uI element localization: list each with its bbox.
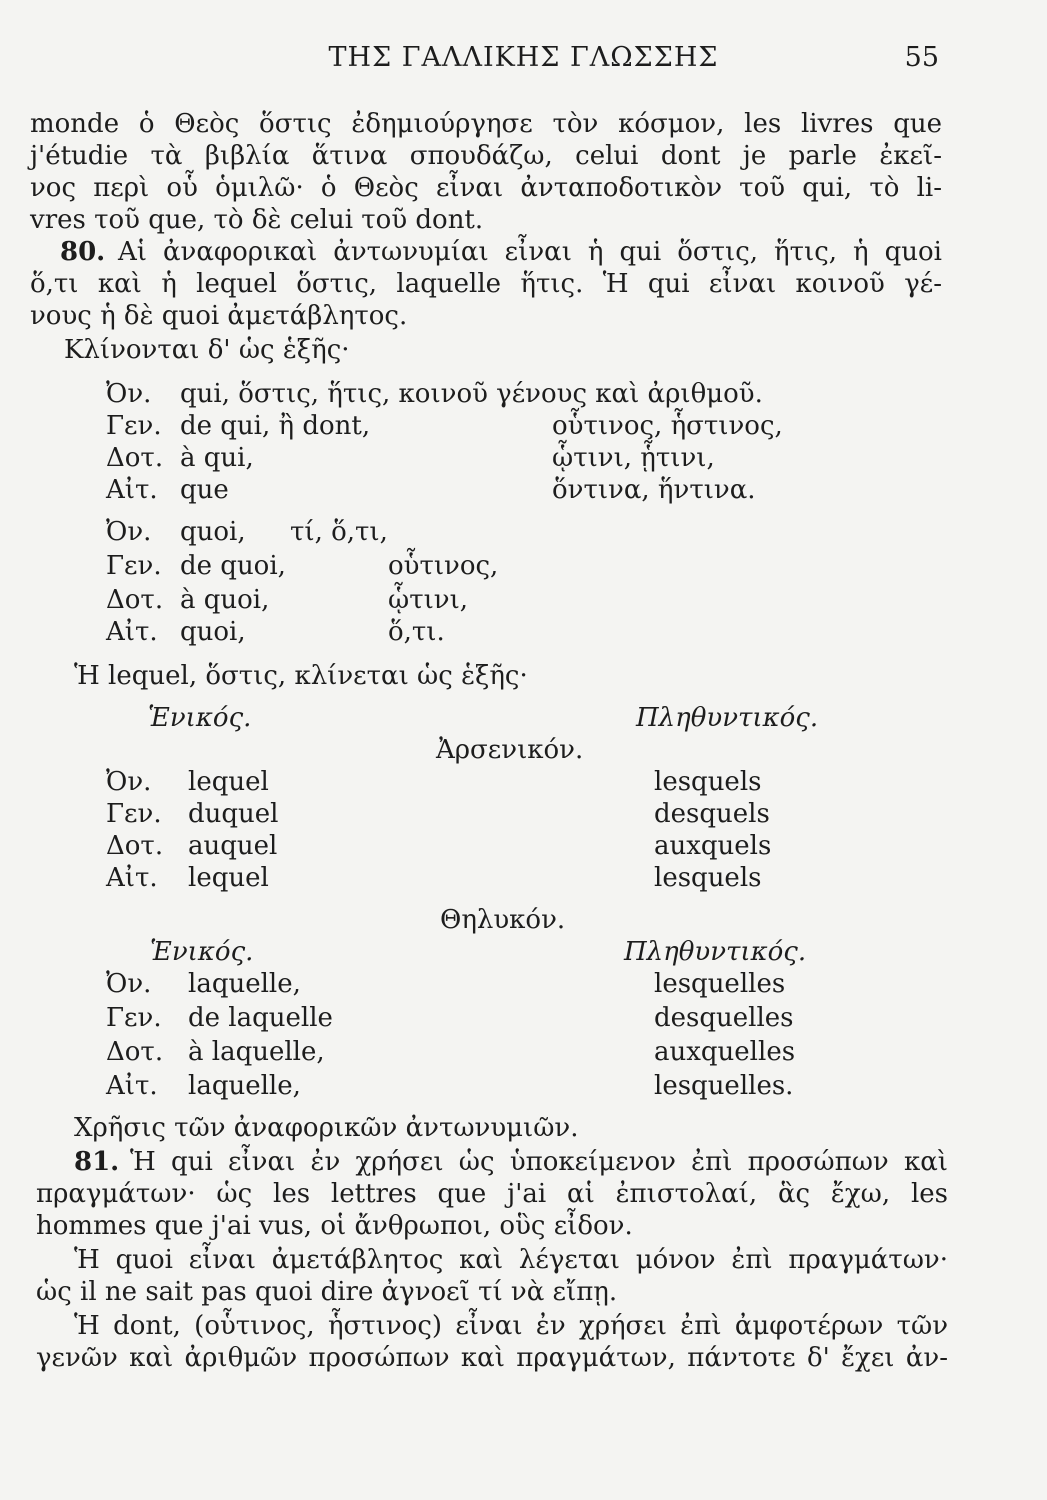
text-line: ὅ,τι καὶ ἡ lequel ὅστις, laquelle ἥτις. Ἡ qui εἶναι κοινοῦ γέ- [30, 269, 942, 299]
text-line: νος περὶ οὗ ὁμιλῶ· ὁ Θεὸς εἶναι ἀνταποδοτικὸν τοῦ qui, τὸ li- [30, 173, 942, 203]
declension-entry: auxquelles [654, 1037, 796, 1067]
case-label: Ὀν. [106, 379, 152, 409]
declension-entry: duquel [188, 799, 279, 829]
declension-entry: à quoi, [180, 585, 270, 615]
text-line: hommes que j'ai vus, οἱ ἄνθρωποι, οὓς εἶδον. [36, 1211, 633, 1241]
case-label: Δοτ. [106, 443, 164, 473]
text-line: Αἱ ἀναφορικαὶ ἀντωνυμίαι εἶναι ἡ qui ὅστις, ἥτις, ἡ quoi [118, 237, 942, 267]
case-label: Δοτ. [106, 585, 164, 615]
declension-entry: lequel [188, 863, 269, 893]
declension-entry: auquel [188, 831, 278, 861]
declension-entry: ᾧτινι, ᾗτινι, [552, 443, 715, 473]
case-label: Γεν. [106, 551, 162, 581]
section-number-80: 80. [60, 237, 106, 267]
text-line: γενῶν καὶ ἀριθμῶν προσώπων καὶ πραγμάτων, πάντοτε δ' ἔχει ἀν- [36, 1343, 948, 1373]
declension-entry: lesquels [654, 863, 762, 893]
case-label: Ὀν. [106, 969, 152, 999]
text-line: monde ὁ Θεὸς ὅστις ἐδημιούργησε τὸν κόσμον, les livres que [30, 109, 942, 139]
declension-entry: ᾧτινι, [388, 585, 469, 615]
declension-entry: οὗτινος, ἧστινος, [552, 411, 783, 441]
gender-label: Θηλυκόν. [440, 905, 566, 935]
case-label: Ὀν. [106, 767, 152, 797]
declension-entry: quoi, [180, 517, 246, 547]
text-line: νους ἡ δὲ quoi ἀμετάβλητος. [30, 301, 408, 331]
case-label: Δοτ. [106, 1037, 164, 1067]
case-label: Δοτ. [106, 831, 164, 861]
declension-entry: τί, ὅ,τι, [290, 517, 388, 547]
case-label: Αἰτ. [106, 863, 158, 893]
declension-entry: lequel [188, 767, 269, 797]
declension-entry: desquelles [654, 1003, 794, 1033]
declension-entry: de quoi, [180, 551, 286, 581]
running-header: ΤΗΣ ΓΑΛΛΙΚΗΣ ΓΛΩΣΣΗΣ [328, 42, 719, 73]
declension-entry: de qui, ἢ dont, [180, 411, 371, 441]
declension-entry: ὅ,τι. [388, 617, 445, 647]
decline-intro: Κλίνονται δ' ὡς ἑξῆς· [64, 335, 350, 365]
declension-entry: ὅντινα, ἥντινα. [552, 475, 756, 505]
declension-entry: laquelle, [188, 969, 301, 999]
text-line: Ἡ quoi εἶναι ἀμετάβλητος καὶ λέγεται μόνον ἐπὶ πραγμάτων· [74, 1245, 948, 1275]
case-label: Αἰτ. [106, 617, 158, 647]
text-line: Ἡ dont, (οὗτινος, ἧστινος) εἶναι ἐν χρήσει ἐπὶ ἀμφοτέρων τῶν [74, 1311, 948, 1341]
declension-entry: οὗτινος, [388, 551, 499, 581]
declension-entry: auxquels [654, 831, 772, 861]
text-line: j'étudie τὰ βιβλία ἅτινα σπουδάζω, celui dont je parle ἐκεῖ- [30, 141, 942, 171]
declension-entry: desquels [654, 799, 770, 829]
singular-label: Ἑνικός. [148, 703, 252, 733]
plural-label: Πληθυντικός. [624, 937, 807, 967]
declension-entry: à qui, [180, 443, 254, 473]
declension-entry: qui, ὅστις, ἥτις, κοινοῦ γένους καὶ ἀριθμοῦ. [180, 379, 763, 409]
section-number-81: 81. [74, 1147, 120, 1177]
gender-label: Ἀρσενικόν. [436, 735, 584, 765]
declension-entry: à laquelle, [188, 1037, 325, 1067]
section-heading: Χρῆσις τῶν ἀναφορικῶν ἀντωνυμιῶν. [74, 1113, 579, 1143]
declension-entry: lesquels [654, 767, 762, 797]
case-label: Ὀν. [106, 517, 152, 547]
case-label: Γεν. [106, 799, 162, 829]
declension-entry: que [180, 475, 229, 505]
case-label: Αἰτ. [106, 1071, 158, 1101]
case-label: Γεν. [106, 1003, 162, 1033]
declension-entry: lesquelles [654, 969, 786, 999]
singular-label: Ἑνικός. [150, 937, 254, 967]
declension-entry: lesquelles. [654, 1071, 794, 1101]
lequel-intro: Ἡ lequel, ὅστις, κλίνεται ὡς ἑξῆς· [74, 661, 528, 691]
text-line: ὡς il ne sait pas quoi dire ἀγνοεῖ τί νὰ εἴπῃ. [36, 1277, 618, 1307]
declension-entry: laquelle, [188, 1071, 301, 1101]
plural-label: Πληθυντικός. [636, 703, 819, 733]
text-line: vres τοῦ que, τὸ δὲ celui τοῦ dont. [30, 205, 484, 235]
case-label: Γεν. [106, 411, 162, 441]
case-label: Αἰτ. [106, 475, 158, 505]
text-line: Ἡ qui εἶναι ἐν χρήσει ὡς ὑποκείμενον ἐπὶ προσώπων καὶ [130, 1147, 948, 1177]
page-number: 55 [904, 42, 939, 73]
declension-entry: quoi, [180, 617, 246, 647]
text-line: πραγμάτων· ὡς les lettres que j'ai αἱ ἐπιστολαί, ἃς ἔχω, les [36, 1179, 948, 1209]
declension-entry: de laquelle [188, 1003, 333, 1033]
